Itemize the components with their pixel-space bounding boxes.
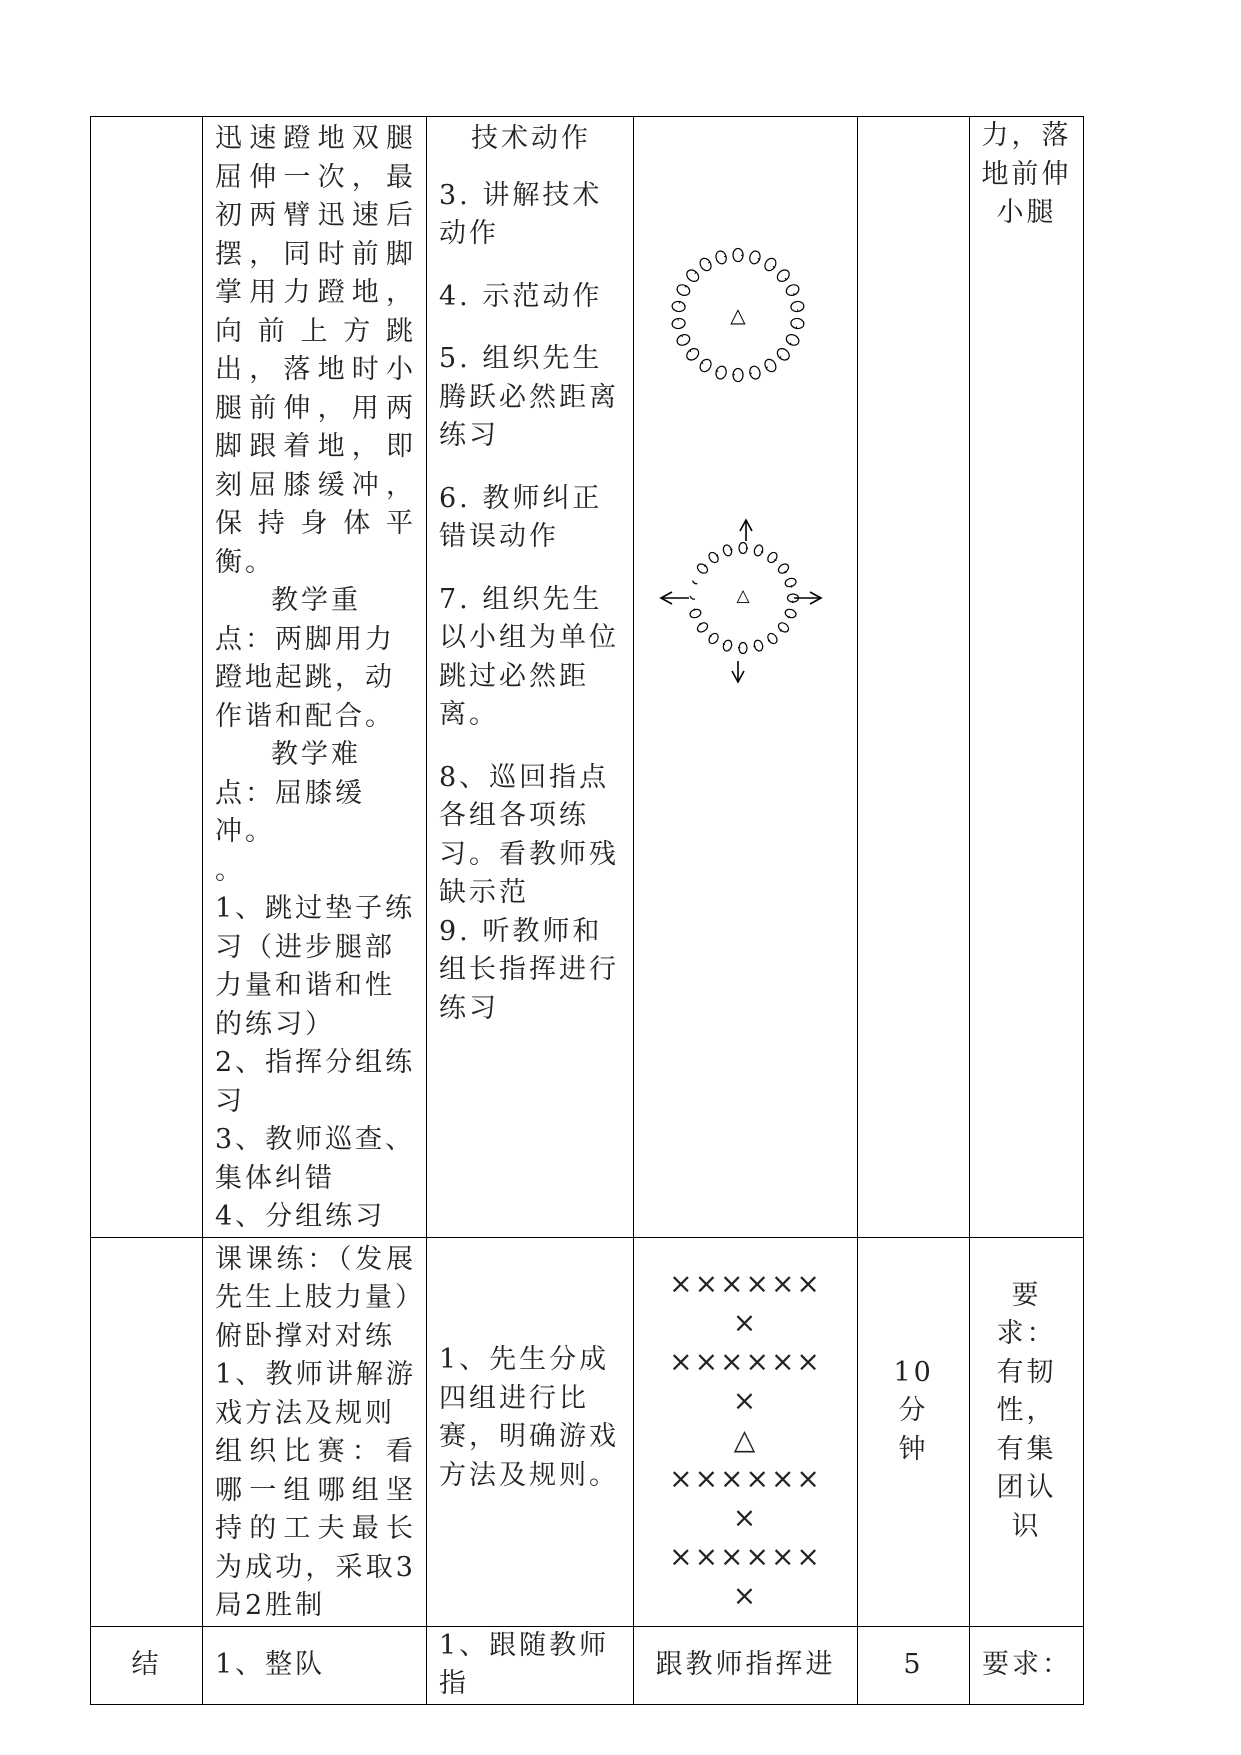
formation-cell — [634, 117, 858, 1238]
formation-line: × — [732, 1383, 759, 1417]
cross-formation — [634, 1238, 857, 1615]
teaching-key-point: 教学重点：两脚用力蹬地起跳，动作谐和配合。 — [215, 585, 395, 732]
formation-cell — [634, 1626, 858, 1704]
formation-line: △ — [733, 1422, 758, 1456]
requirement-cell — [970, 1237, 1084, 1626]
student-marker — [766, 632, 779, 646]
content-cell — [203, 1237, 427, 1626]
teacher-step: 技术动作 — [471, 123, 591, 154]
formation-line: × — [732, 1305, 759, 1339]
formation-line: ×××××× — [669, 1266, 822, 1300]
student-marker — [790, 318, 804, 330]
technique-description: 迅速蹬地双腿屈伸一次，最初两臂迅速后摆，同时前脚掌用力蹬地，向前上方跳出，落地时小腿前伸，用两脚跟着地，即刻屈膝缓冲，保持身体平衡。 — [215, 123, 416, 578]
time-text: 5 — [903, 1648, 924, 1680]
student-marker — [698, 357, 713, 373]
student-marker — [748, 365, 761, 380]
teacher-activity-cell — [427, 1626, 634, 1704]
student-marker — [775, 268, 791, 284]
student-marker — [722, 639, 733, 652]
student-marker — [671, 301, 685, 313]
student-marker — [775, 346, 791, 362]
formation-diagrams — [634, 117, 856, 1157]
phase-cell — [91, 1626, 203, 1704]
student-marker — [748, 250, 761, 265]
time-text: 10分钟 — [893, 1356, 934, 1465]
student-marker — [675, 333, 691, 347]
student-marker — [785, 333, 801, 347]
requirement-text: 要求：有韧性，有集团认识 — [996, 1279, 1057, 1542]
student-marker — [707, 632, 720, 646]
student-marker — [698, 256, 713, 272]
student-marker — [707, 551, 720, 565]
requirement-text: 要求： — [982, 1648, 1072, 1680]
student-marker — [722, 544, 733, 557]
requirement-text: 力，落地前伸小腿 — [981, 120, 1072, 228]
phase-text: 结 — [131, 1648, 162, 1680]
formation-text: 跟教师指挥进 — [655, 1648, 836, 1680]
content-cell — [203, 117, 427, 1238]
content-cell — [203, 1626, 427, 1704]
student-marker — [685, 346, 701, 362]
content-text: 1、整队 — [215, 1648, 326, 1680]
student-marker — [714, 250, 727, 265]
practice-item: 3、教师巡查、集体纠错 — [215, 1124, 416, 1194]
phase-cell — [91, 117, 203, 1238]
time-cell — [858, 117, 970, 1238]
teacher-step: 3. 讲解技术动作 — [439, 179, 603, 249]
content-line: 课课练：（发展先生上肢力量） — [215, 1243, 425, 1313]
student-marker — [692, 581, 697, 584]
student-marker — [766, 551, 779, 565]
teacher-step: 7. 组织先生以小组为单位跳过必然距离。 — [439, 583, 619, 730]
student-marker — [685, 268, 701, 284]
teacher-marker: △ — [730, 303, 746, 327]
requirement-cell — [970, 1626, 1084, 1704]
teaching-difficulty: 教学难点：屈膝缓冲。 — [215, 739, 365, 847]
student-marker — [675, 283, 691, 297]
teacher-step: 6. 教师纠正错误动作 — [439, 482, 603, 552]
teacher-activity-cell — [427, 1237, 634, 1626]
practice-item: 4、分组练习 — [215, 1201, 386, 1232]
practice-item: 2、指挥分组练习 — [215, 1047, 416, 1117]
student-marker — [763, 256, 778, 272]
activity-text: 1、先生分成四组进行比赛，明确游戏方法及规则。 — [439, 1344, 619, 1491]
student-marker — [763, 357, 778, 373]
practice-item: 1、跳过垫子练习（进步腿部力量和谐和性的练习） — [215, 893, 416, 1040]
table-row — [91, 117, 1084, 1238]
formation-line: × — [732, 1500, 759, 1534]
student-marker — [777, 621, 791, 634]
formation-line: ×××××× — [669, 1344, 822, 1378]
table-row — [91, 1626, 1084, 1704]
phase-cell — [91, 1237, 203, 1626]
content-line: 组织比赛：看哪一组哪组坚持的工夫最长为成功，采取3局2胜制 — [215, 1436, 416, 1621]
time-cell — [858, 1237, 970, 1626]
student-marker — [696, 562, 710, 575]
lesson-plan-table — [90, 116, 1084, 1705]
formation-line: ×××××× — [669, 1461, 822, 1495]
student-marker — [690, 596, 695, 599]
teacher-step: 8、巡回指点各组各项练习。看教师残缺示范 — [439, 761, 619, 908]
content-line: 俯卧撑对对练 — [215, 1320, 395, 1352]
teacher-activity-cell — [427, 117, 634, 1238]
time-cell — [858, 1626, 970, 1704]
student-marker — [785, 283, 801, 297]
student-marker — [777, 562, 791, 575]
student-marker — [696, 621, 710, 634]
teacher-step: 9. 听教师和组长指挥进行练习 — [439, 915, 619, 1024]
student-marker — [714, 365, 727, 380]
table-row — [91, 1237, 1084, 1626]
teacher-marker: △ — [736, 586, 750, 606]
requirement-cell — [970, 117, 1084, 1238]
student-marker — [753, 639, 764, 652]
formation-line: × — [732, 1578, 759, 1612]
student-marker — [753, 544, 764, 557]
teacher-step: 5. 组织先生腾跃必然距离练习 — [439, 343, 619, 451]
student-marker — [689, 608, 702, 619]
formation-cell — [634, 1237, 858, 1626]
formation-line: ×××××× — [669, 1539, 822, 1573]
teacher-step: 4. 示范动作 — [439, 280, 603, 312]
activity-text: 1、跟随教师指 — [439, 1629, 610, 1699]
content-line: 1、教师讲解游戏方法及规则 — [215, 1359, 416, 1429]
student-marker — [784, 608, 797, 619]
student-marker — [784, 577, 797, 588]
stray-mark: 。 — [215, 854, 245, 886]
